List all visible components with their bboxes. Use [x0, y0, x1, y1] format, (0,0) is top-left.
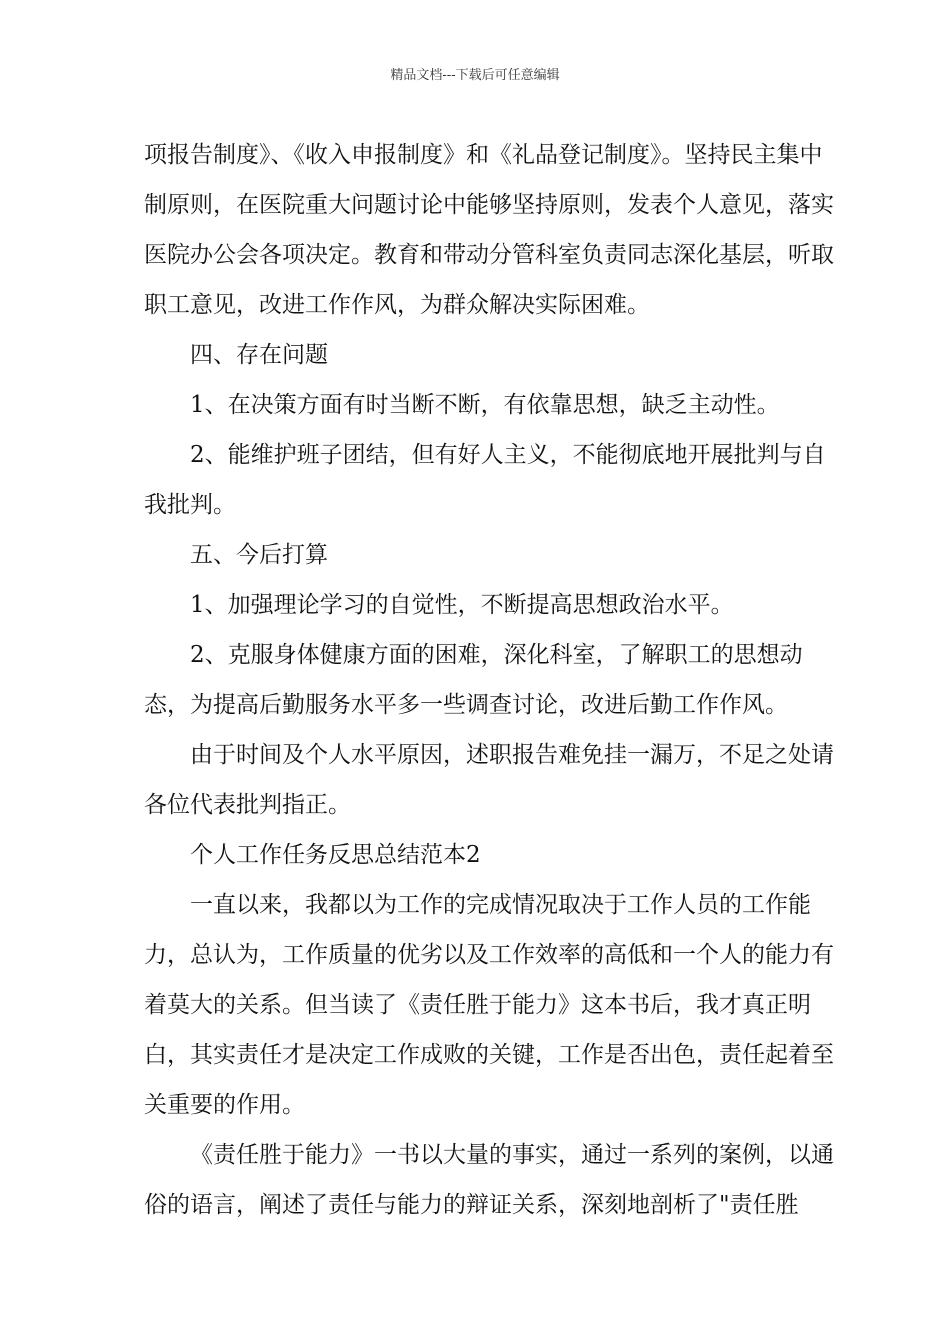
paragraph: 2、克服身体健康方面的困难，深化科室，了解职工的思想动态，为提高后勤服务水平多一些调查讨论，改进后勤工作作风。 [144, 642, 803, 718]
paragraph: 项报告制度》、《收入申报制度》和《礼品登记制度》。坚持民主集中制原则，在医院重大问题讨论中能够坚持原则，发表个人意见，落实医院办公会各项决定。教育和带动分管科室负责同志深化基层，听取职工意见，改进工作作风，为群众解决实际困难。 [144, 142, 834, 318]
page-header: 精品文档---下载后可任意编辑 [390, 68, 560, 83]
section-title: 个人工作任务反思总结范本2 [190, 842, 481, 868]
paragraph: 1、在决策方面有时当断不断，有依靠思想，缺乏主动性。 [190, 392, 780, 418]
document-body [144, 130, 834, 1230]
paragraph: 《责任胜于能力》一书以大量的事实，通过一系列的案例，以通俗的语言，阐述了责任与能力的辩证关系，深刻地剖析了"责任胜 [144, 1142, 834, 1218]
section-heading-problems: 四、存在问题 [190, 342, 328, 368]
paragraph: 一直以来，我都以为工作的完成情况取决于工作人员的工作能力，总认为，工作质量的优劣以及工作效率的高低和一个人的能力有着莫大的关系。但当读了《责任胜于能力》这本书后，我才真正明白，其实责任才是决定工作成败的关键，工作是否出色，责任起着至关重要的作用。 [144, 892, 834, 1118]
paragraph: 由于时间及个人水平原因，述职报告难免挂一漏万，不足之处请各位代表批判指正。 [144, 742, 834, 818]
section-heading-plans: 五、今后打算 [190, 542, 328, 568]
paragraph: 1、加强理论学习的自觉性，不断提高思想政治水平。 [190, 592, 734, 618]
paragraph: 2、能维护班子团结，但有好人主义，不能彻底地开展批判与自我批判。 [144, 442, 826, 518]
